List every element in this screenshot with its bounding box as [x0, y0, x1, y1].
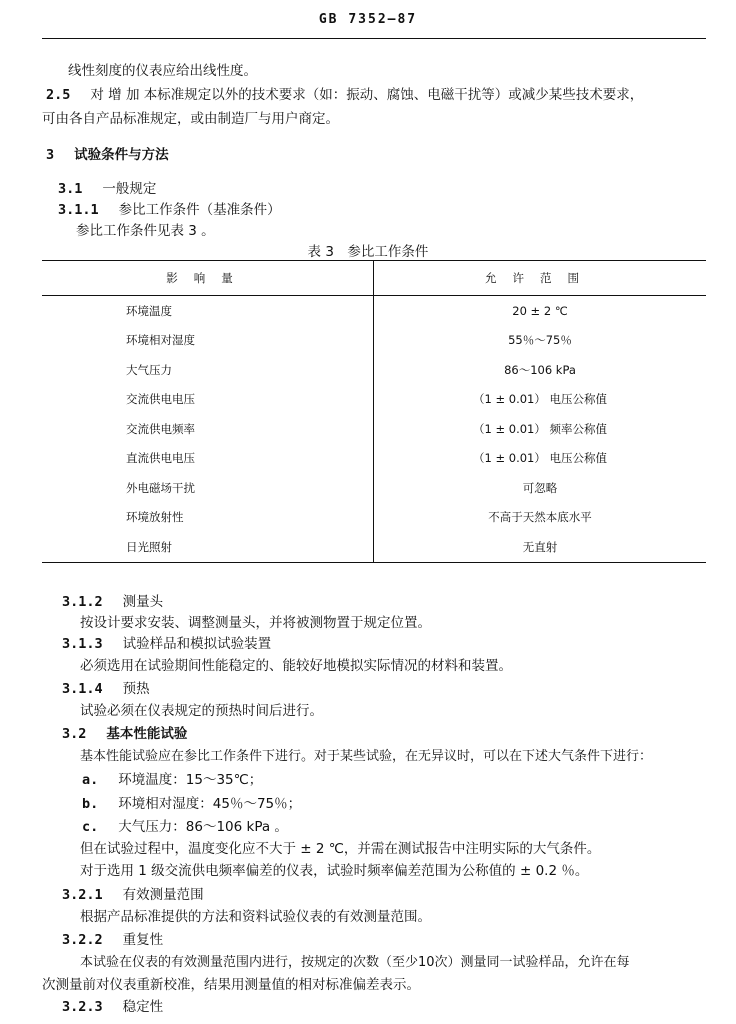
clause-3-1-3-heading [62, 635, 271, 653]
clause-3-2-3-heading [62, 998, 163, 1016]
range-cell: 20 ± 2 ℃ [512, 303, 568, 318]
clause-3-2-2-text-line-1: 本试验在仪表的有效测量范围内进行，按规定的次数（至少10次）测量同一试验样品，允许在每 [80, 955, 630, 970]
clause-number: 3.2.2 [62, 932, 103, 948]
list-item-a [82, 771, 262, 789]
clause-3-2-2-heading [62, 931, 163, 949]
clause-title: 有效测量范围 [122, 887, 204, 903]
clause-title: 重复性 [122, 932, 164, 948]
table-header-row [42, 261, 706, 296]
clause-number: 3.1.2 [62, 594, 103, 610]
page-header-title: GB 7352—87 [318, 12, 418, 27]
list-label: c. [82, 819, 99, 835]
clause-3-2-note-1: 但在试验过程中，温度变化应不大于 ± 2 ℃，并需在测试报告中注明实际的大气条件。 [80, 841, 601, 857]
range-cell: （1 ± 0.01） 频率公称值 [472, 421, 608, 436]
section-number: 3 [46, 147, 55, 163]
range-cell: 无直射 [374, 532, 707, 562]
clause-number: 3.1.4 [62, 681, 103, 697]
list-label: a. [82, 772, 99, 788]
clause-3-2-2-text-line-2: 次测量前对仪表重新校准，结果用测量值的相对标准偏差表示。 [42, 977, 420, 993]
table-row [42, 444, 706, 474]
clause-3-1-2-text: 按设计要求安装、调整测量头，并将被测物置于规定位置。 [80, 615, 431, 631]
clause-number: 3.1.1 [58, 202, 99, 218]
range-cell: （1 ± 0.01） 电压公称值 [472, 392, 608, 407]
range-cell: 不高于天然本底水平 [488, 510, 592, 525]
table-row [42, 326, 706, 356]
clause-3-2-note-2: 对于选用 1 级交流供电频率偏差的仪表，试验时频率偏差范围为公称值的 ± 0.2 ％。 [80, 863, 589, 879]
list-text: 环境相对湿度：45％～75％； [118, 796, 302, 812]
list-text: 环境温度：15～35℃； [118, 772, 263, 788]
clause-3-1-heading [58, 180, 156, 198]
clause-number: 2.5 [46, 87, 71, 103]
list-text: 大气压力：86～106 kPa 。 [118, 819, 288, 835]
influence-cell: 日光照射 [42, 532, 374, 562]
influence-cell: 环境相对湿度 [42, 326, 374, 356]
range-cell: 86～106 kPa [504, 362, 576, 377]
clause-3-1-3-text: 必须选用在试验期间性能稳定的、能较好地模拟实际情况的材料和装置。 [80, 658, 512, 674]
list-item-b [82, 795, 301, 813]
table-row [42, 414, 706, 444]
clause-title: 一般规定 [102, 181, 157, 197]
table-row [42, 532, 706, 562]
range-cell: （1 ± 0.01） 电压公称值 [472, 451, 608, 466]
clause-2-5-continued: 可由各自产品标准规定，或由制造厂与用户商定。 [42, 111, 339, 127]
reference-conditions-table [42, 260, 706, 563]
range-cell: 可忽略 [522, 480, 558, 495]
table-row [42, 355, 706, 385]
table-caption: 表 3 参比工作条件 [307, 244, 429, 260]
clause-title: 预热 [122, 681, 150, 697]
table-row [42, 473, 706, 503]
clause-title: 试验样品和模拟试验装置 [122, 636, 272, 652]
clause-3-2-1-heading [62, 886, 204, 904]
clause-number: 3.2.3 [62, 999, 103, 1015]
range-cell: 55％～75％ [508, 333, 572, 348]
clause-3-1-4-text: 试验必须在仪表规定的预热时间后进行。 [80, 703, 323, 719]
clause-title: 测量头 [122, 594, 164, 610]
linearity-line: 线性刻度的仪表应给出线性度。 [68, 63, 257, 79]
clause-3-1-2-heading [62, 593, 163, 611]
clause-title: 稳定性 [122, 999, 164, 1015]
clause-3-1-1-heading [58, 201, 281, 219]
clause-text: 对 增 加 本标准规定以外的技术要求（如：振动、腐蚀、电磁干扰等）或减少某些技术要求， [90, 87, 644, 103]
list-item-c [82, 818, 288, 836]
clause-3-1-1-text: 参比工作条件见表 3 。 [76, 223, 215, 239]
clause-3-2-text: 基本性能试验应在参比工作条件下进行。对于某些试验，在无异议时，可以在下述大气条件下进行： [80, 749, 653, 764]
clause-number: 3.1 [58, 181, 83, 197]
influence-cell: 交流供电电压 [42, 385, 374, 415]
table-row [42, 296, 706, 326]
influence-cell: 交流供电频率 [42, 414, 374, 444]
influence-cell: 直流供电电压 [42, 444, 374, 474]
influence-cell: 环境温度 [42, 296, 374, 326]
section-title: 试验条件与方法 [74, 147, 169, 163]
clause-title: 参比工作条件（基准条件） [118, 202, 281, 218]
table-row [42, 503, 706, 533]
clause-number: 3.2 [62, 726, 87, 742]
table-header-influence: 影响量 [42, 261, 374, 296]
clause-2-5 [46, 86, 643, 104]
section-3-heading [46, 146, 169, 164]
clause-title: 基本性能试验 [106, 726, 188, 742]
clause-3-1-4-heading [62, 680, 150, 698]
influence-cell: 外电磁场干扰 [42, 473, 374, 503]
influence-cell: 环境放射性 [42, 503, 374, 533]
clause-3-2-1-text: 根据产品标准提供的方法和资料试验仪表的有效测量范围。 [80, 909, 431, 925]
table-row [42, 385, 706, 415]
table-header-range: 允许范围 [374, 261, 707, 296]
influence-cell: 大气压力 [42, 355, 374, 385]
clause-number: 3.2.1 [62, 887, 103, 903]
list-label: b. [82, 796, 99, 812]
clause-3-2-heading [62, 725, 187, 743]
header-rule [42, 38, 706, 39]
clause-number: 3.1.3 [62, 636, 103, 652]
